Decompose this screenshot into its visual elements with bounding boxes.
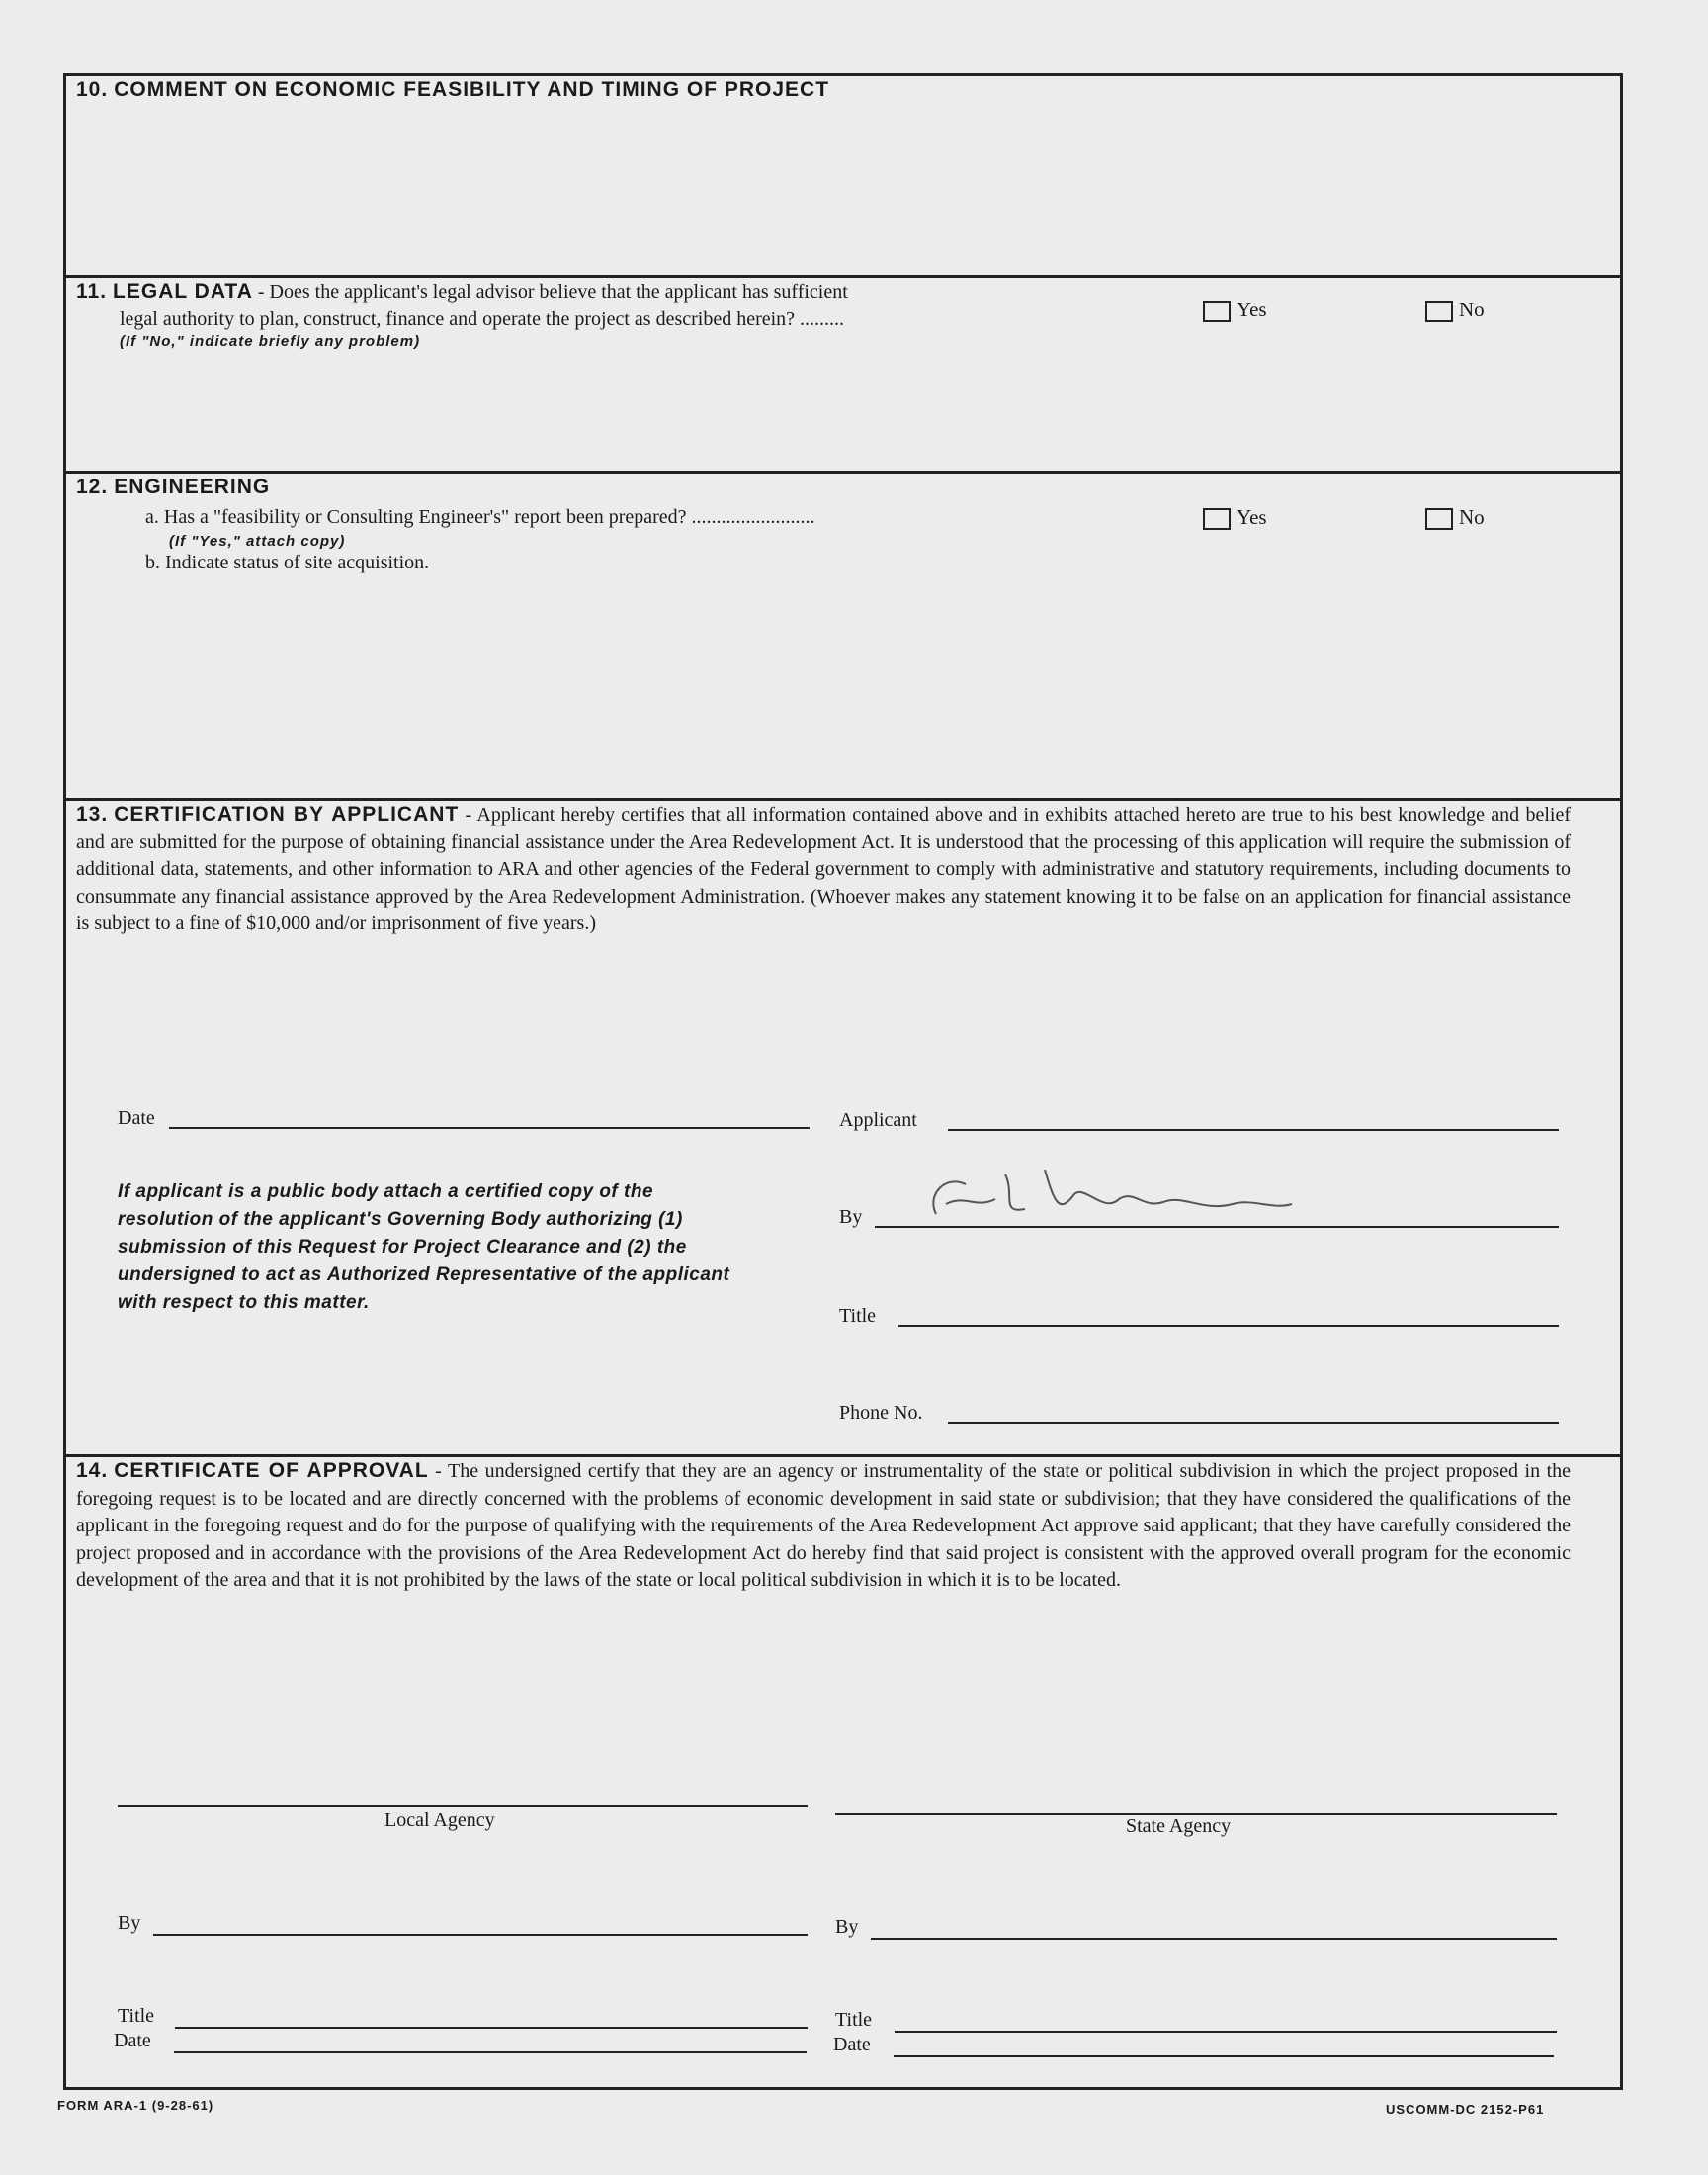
- certification-body: - Applicant hereby certifies that all information contained above and in exhibits attached hereto are true to his best knowledge and belief and are submitted for the purpose of obtaining financial assistance under the Area Redevelopment Act. It is understood that the processing of this application will require the submission of additional data, statements, and other information to ARA and other agencies of the Federal government to comply with administrative and statutory requirements, including documents to consummate any financial assistance approved by the Area Redevelopment Administration. (Whoever makes any statement knowing it to be false on an application for financial assistance is subject to a fine of $10,000 and/or imprisonment of five years.): [76, 804, 1572, 934]
- yes-label: Yes: [1237, 298, 1267, 321]
- section-title: COMMENT ON ECONOMIC FEASIBILITY AND TIMING OF PROJECT: [114, 78, 830, 101]
- legal-no-option[interactable]: [1425, 298, 1485, 322]
- section-certification: [66, 801, 1620, 1457]
- legal-question-line1: - Does the applicant's legal advisor believe that the applicant has sufficient: [257, 281, 848, 303]
- approval-paragraph: [76, 1457, 1571, 1595]
- section-engineering: [66, 474, 1620, 801]
- form-number: FORM ARA-1 (9-28-61): [57, 2098, 214, 2113]
- section-number: 12.: [76, 476, 109, 498]
- engineering-question-b: b. Indicate status of site acquisition.: [145, 552, 430, 573]
- engineering-question-a: a. Has a "feasibility or Consulting Engineer's" report been prepared? .........................: [145, 506, 815, 528]
- legal-question-line2: legal authority to plan, construct, finance and operate the project as described herein? .........: [120, 308, 845, 330]
- local-agency-line[interactable]: [118, 1805, 808, 1807]
- date-label: Date: [118, 1107, 155, 1129]
- engineering-yes-option[interactable]: [1203, 505, 1267, 530]
- yes-checkbox[interactable]: [1203, 508, 1231, 530]
- state-agency-label: State Agency: [1126, 1815, 1232, 1837]
- yes-label: Yes: [1237, 505, 1267, 529]
- no-label: No: [1459, 298, 1485, 321]
- title-line[interactable]: [898, 1325, 1559, 1327]
- local-agency-label: Local Agency: [384, 1809, 495, 1831]
- section-title: ENGINEERING: [114, 476, 271, 498]
- form-frame: [63, 73, 1623, 2090]
- phone-line[interactable]: [948, 1422, 1559, 1424]
- local-title-line[interactable]: [175, 2027, 808, 2029]
- local-by-line[interactable]: [153, 1934, 808, 1936]
- section-number: 14.: [76, 1459, 109, 1482]
- section-10-heading: [76, 78, 829, 102]
- state-by-line[interactable]: [871, 1938, 1557, 1940]
- section-economic-feasibility: [66, 76, 1620, 278]
- state-date-line[interactable]: [894, 2055, 1554, 2057]
- yes-checkbox[interactable]: [1203, 301, 1231, 322]
- public-body-note: If applicant is a public body attach a certified copy of the resolution of the applicant's Governing Body authorizing (1) submission of this Request for Project Clearance and (2) the undersigned to act as Authorized Representative of the applicant with respect to this matter.: [118, 1181, 730, 1313]
- no-checkbox[interactable]: [1425, 508, 1453, 530]
- print-code: USCOMM-DC 2152-P61: [1386, 2102, 1545, 2117]
- engineering-note: (If "Yes," attach copy): [169, 533, 346, 550]
- legal-yes-option[interactable]: [1203, 298, 1267, 322]
- by-label: By: [839, 1206, 863, 1228]
- date-line[interactable]: [169, 1127, 810, 1129]
- section-number: 11.: [76, 280, 108, 303]
- state-date-label: Date: [833, 2034, 871, 2055]
- engineering-no-option[interactable]: [1425, 505, 1485, 530]
- approval-body: - The undersigned certify that they are an agency or instrumentality of the state or political subdivision in which the project proposed in the foregoing request is to be located and are directly concerned with the problems of economic development in said state or subdivision; that they have considered the qualifications of the applicant in the foregoing request and do for the purpose of qualifying with the requirements of the Area Redevelopment Act approve said applicant; that they have carefully considered the project proposed and in accordance with the provisions of the Area Redevelopment Act do hereby find that said project is consistent with the approved overall program for the economic development of the area and that it is not prohibited by the laws of the state or local political subdivision in which it is to be located.: [76, 1460, 1572, 1591]
- section-title: CERTIFICATION BY APPLICANT: [114, 803, 460, 826]
- legal-question: [76, 278, 1163, 350]
- applicant-label: Applicant: [839, 1109, 917, 1131]
- section-title: LEGAL DATA: [113, 280, 253, 303]
- section-certificate-of-approval: [66, 1457, 1620, 2087]
- no-label: No: [1459, 505, 1485, 529]
- section-number: 10.: [76, 78, 109, 101]
- legal-note: (If "No," indicate briefly any problem): [120, 333, 421, 350]
- local-by-label: By: [118, 1912, 141, 1934]
- applicant-line[interactable]: [948, 1129, 1559, 1131]
- section-title: CERTIFICATE OF APPROVAL: [114, 1459, 429, 1482]
- section-number: 13.: [76, 803, 109, 826]
- phone-label: Phone No.: [839, 1402, 923, 1424]
- section-legal-data: [66, 278, 1620, 474]
- local-date-line[interactable]: [174, 2051, 807, 2053]
- signature: [906, 1155, 1322, 1232]
- no-checkbox[interactable]: [1425, 301, 1453, 322]
- certification-paragraph: [76, 801, 1571, 938]
- state-by-label: By: [835, 1916, 859, 1938]
- local-date-label: Date: [114, 2030, 151, 2051]
- section-12-heading: [76, 476, 270, 499]
- state-title-label: Title: [835, 2009, 873, 2031]
- local-title-label: Title: [118, 2005, 155, 2027]
- state-title-line[interactable]: [895, 2031, 1557, 2033]
- title-label: Title: [839, 1305, 877, 1327]
